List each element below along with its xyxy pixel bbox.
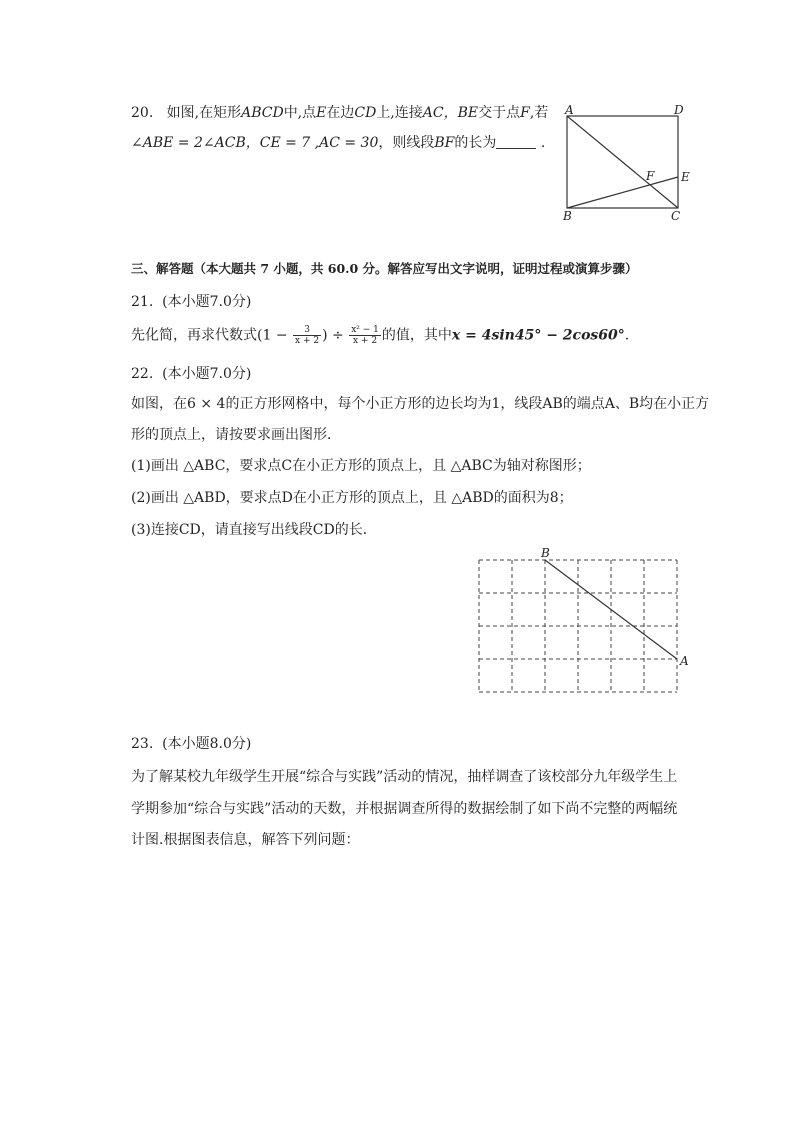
q20-text: 在边 [326, 105, 355, 121]
label-c: C [671, 209, 681, 223]
q20-math: AC，BE [422, 105, 479, 121]
q20-math: ABCD [241, 105, 284, 121]
q23-points: (本小题8.0分) [162, 736, 252, 752]
q20-line2 [131, 133, 545, 153]
q22-line3: (1)画出 △ABC，要求点C在小正方形的顶点上，且 △ABC为轴对称图形； [131, 458, 591, 474]
q22-points: (本小题7.0分) [162, 366, 252, 382]
label-d: D [674, 103, 684, 117]
q23-line2: 学期参加“综合与实践”活动的天数，并根据调查所得的数据绘制了如下尚不完整的两幅统 [131, 801, 678, 817]
label-b: B [541, 546, 550, 560]
q20-text: 上,连接 [376, 105, 423, 121]
q21-expr-start: 先化简，再求代数式(1 − [131, 327, 288, 344]
section-3-title: 三、解答题（本大题共 7 小题，共 60.0 分。解答应写出文字说明，证明过程或演算步骤） [131, 261, 638, 276]
q21-points: (本小题7.0分) [162, 294, 252, 310]
q20-line1 [131, 103, 548, 123]
q23-header [131, 734, 251, 754]
fraction-numerator: 3 [293, 325, 321, 336]
q20-rectangle-figure [555, 102, 705, 227]
fraction-denominator: x + 2 [295, 336, 320, 346]
q22-number: 22. [131, 366, 154, 382]
dashed-grid [479, 560, 677, 692]
q20-text: 如图,在矩形 [166, 105, 242, 121]
label-e: E [681, 170, 690, 184]
q20-math: E [316, 105, 327, 121]
q20-text: 交于点 [478, 105, 521, 121]
label-b: B [563, 209, 572, 223]
q20-text: ，则线段 [378, 135, 435, 151]
q21-x-value: x = 4sin45° − 2cos60° [451, 327, 625, 344]
q22-line4: (2)画出 △ABD，要求点D在小正方形的顶点上，且 △ABD的面积为8； [131, 490, 573, 506]
answer-blank [496, 134, 536, 149]
q22-grid-figure [470, 543, 700, 698]
fraction-3-over-x-plus-2 [293, 325, 321, 346]
q22-header [131, 364, 251, 384]
q20-text: 的长为 [454, 135, 497, 151]
q21-text-mid: 的值，其中 [381, 327, 452, 344]
segment-ac [567, 116, 678, 208]
fraction-numerator: x² − 1 [351, 325, 379, 335]
q20-text: . [536, 135, 546, 151]
label-a: A [680, 654, 689, 668]
q22-line2: 形的顶点上，请按要求画出图形． [131, 427, 341, 443]
q20-math: CD [354, 105, 377, 121]
q20-math: F [520, 105, 530, 121]
q20-number: 20. [131, 105, 154, 121]
q21-divide: ) ÷ [322, 327, 344, 344]
fraction-denominator: x + 2 [353, 336, 378, 346]
q21-text [131, 325, 629, 346]
q22-line5: (3)连接CD，请直接写出线段CD的长． [131, 522, 377, 538]
q23-number: 23. [131, 736, 154, 752]
q21-number: 21. [131, 294, 154, 310]
q22-line1: 如图，在6 × 4的正方形网格中，每个小正方形的边长均为1，线段AB的端点A、B均在小正方 [131, 396, 710, 412]
segment-be [567, 177, 678, 208]
label-a: A [565, 103, 574, 117]
fraction-x2-minus-1-over-x-plus-2 [349, 325, 381, 346]
q20-text: 中,点 [283, 105, 317, 121]
q20-text: ,若 [529, 105, 549, 121]
q20-math: BF [434, 135, 455, 151]
q23-line1: 为了解某校九年级学生开展“综合与实践”活动的情况，抽样调查了该校部分九年级学生上 [131, 769, 678, 785]
label-f: F [646, 169, 655, 183]
q20-math: ∠ABE = 2∠ACB，CE = 7 ,AC = 30 [131, 135, 379, 151]
q23-line3: 计图.根据图表信息，解答下列问题： [131, 832, 360, 848]
q21-header [131, 292, 251, 312]
q21-period: . [624, 327, 630, 344]
